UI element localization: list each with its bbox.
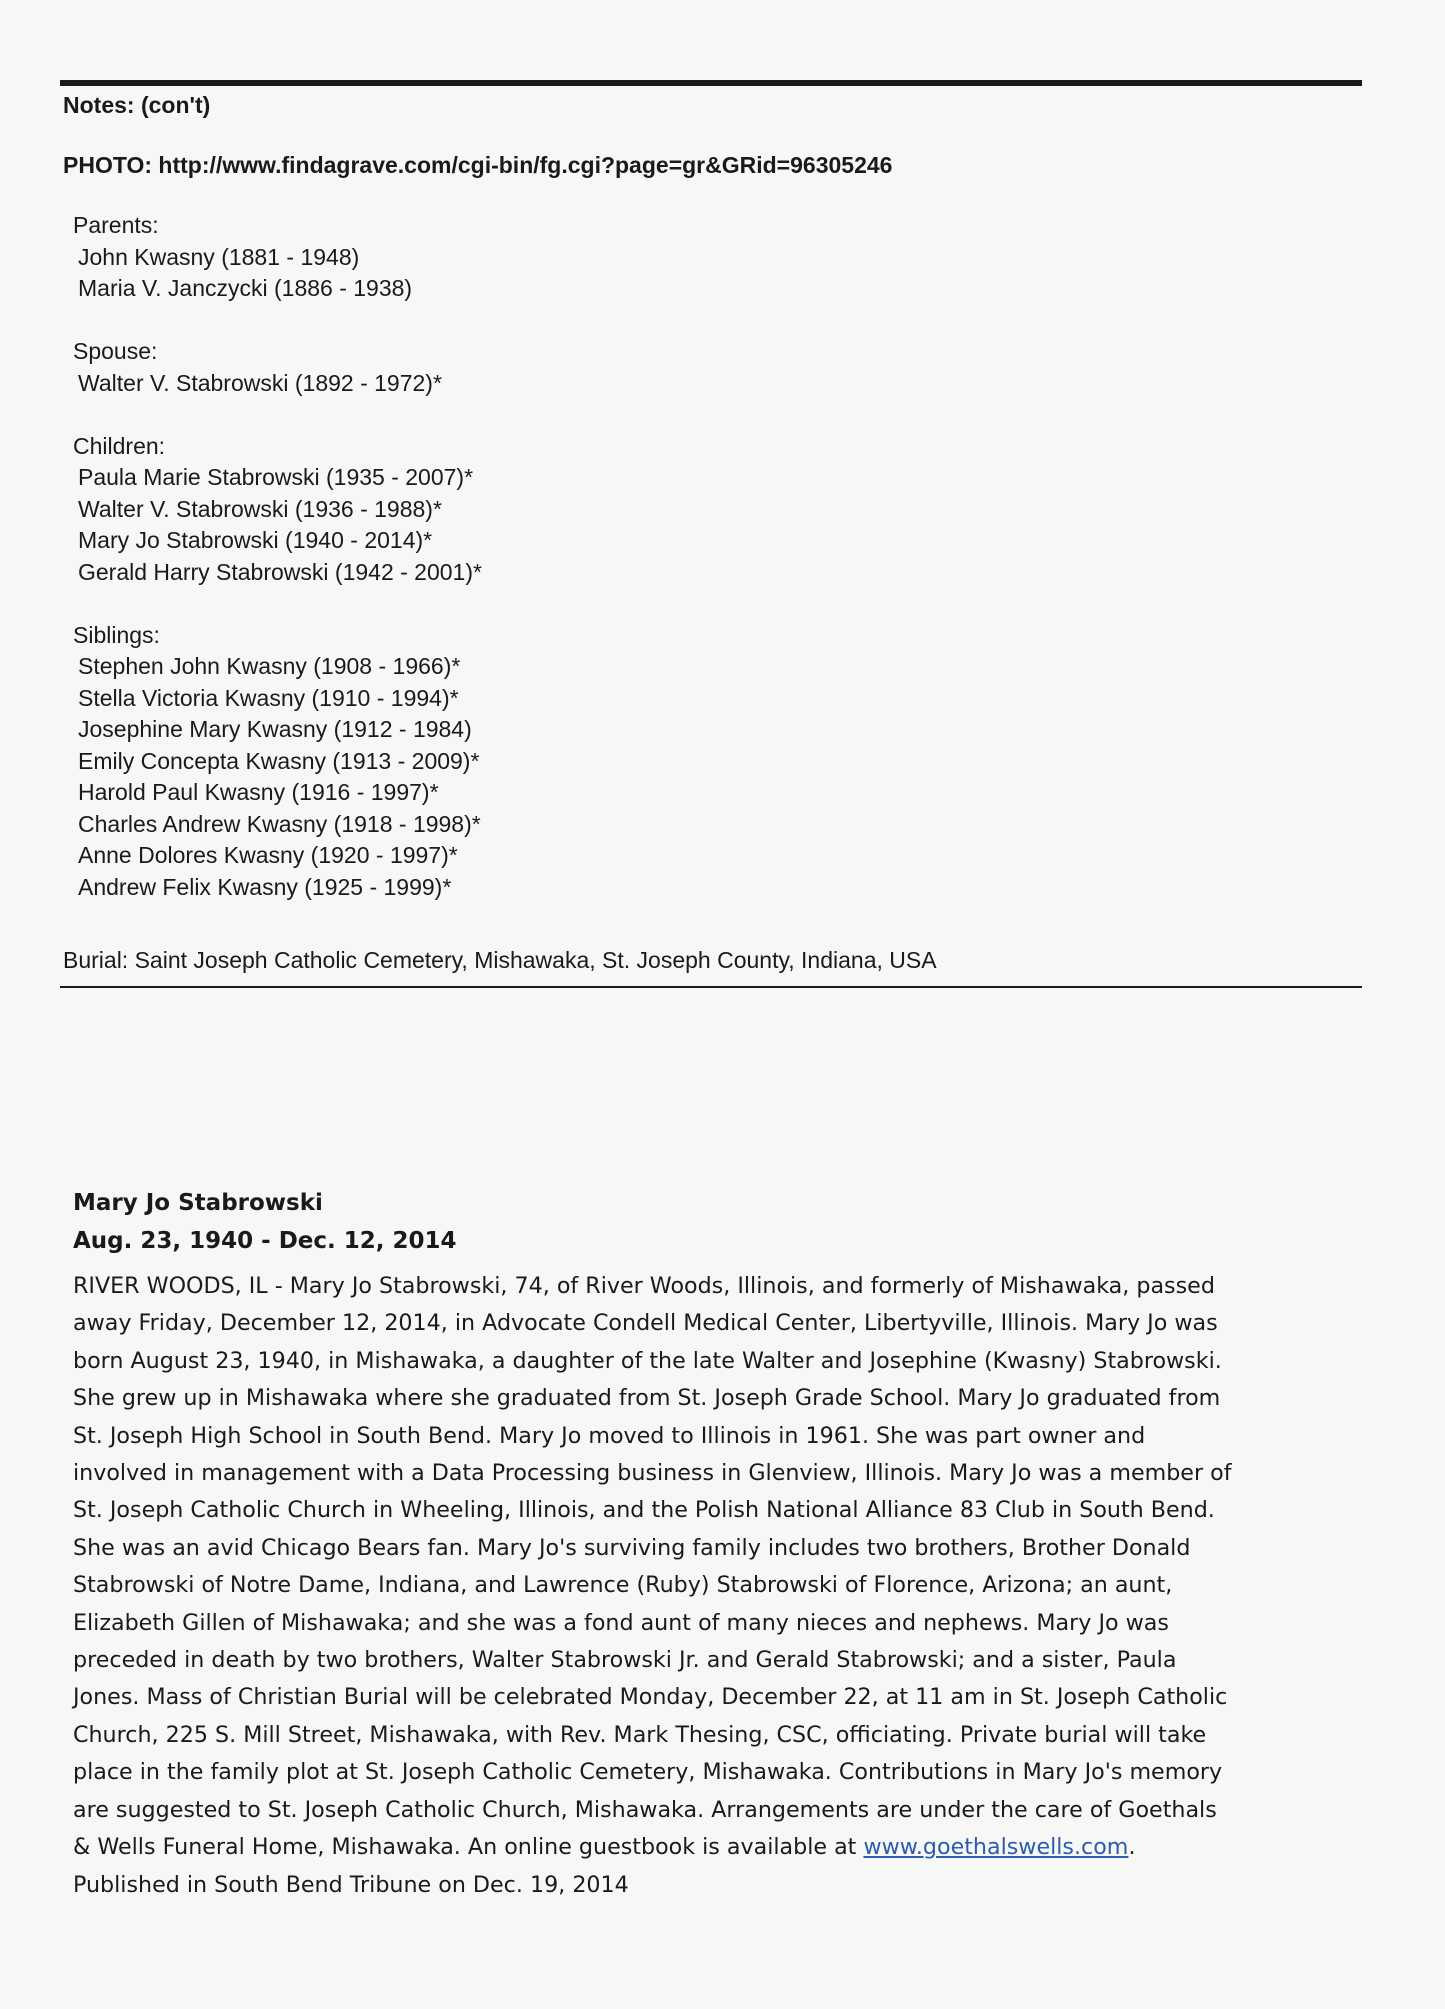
obituary-line: Jones. Mass of Christian Burial will be celebrated Monday, December 22, at 11 am in St. Joseph Catholic <box>73 1684 1228 1711</box>
obituary-line: born August 23, 1940, in Mishawaka, a daughter of the late Walter and Josephine (Kwasny) Stabrowski. <box>73 1347 1222 1374</box>
obituary-dates: Aug. 23, 1940 - Dec. 12, 2014 <box>73 1228 457 1254</box>
obituary-line: She was an avid Chicago Bears fan. Mary Jo's surviving family includes two brothers, Brother Donald <box>73 1534 1191 1561</box>
sibling-entry: Stephen John Kwasny (1908 - 1966)* <box>78 653 461 679</box>
obituary-line: preceded in death by two brothers, Walter Stabrowski Jr. and Gerald Stabrowski; and a sister, Paula <box>73 1647 1177 1674</box>
obituary-last-line-end: . <box>1128 1834 1136 1861</box>
sibling-entry: Harold Paul Kwasny (1916 - 1997)* <box>78 779 439 805</box>
children-label: Children: <box>73 432 166 459</box>
child-entry: Walter V. Stabrowski (1936 - 1988)* <box>78 495 442 522</box>
child-entry: Paula Marie Stabrowski (1935 - 2007)* <box>78 464 474 490</box>
obituary-line: are suggested to St. Joseph Catholic Church, Mishawaka. Arrangements are under the care of Goethals <box>73 1796 1217 1823</box>
burial-line: Burial: Saint Joseph Catholic Cemetery, Mishawaka, St. Joseph County, Indiana, USA <box>63 947 937 973</box>
obituary-body <box>73 1268 1368 1904</box>
child-entry: Gerald Harry Stabrowski (1942 - 2001)* <box>78 558 482 585</box>
published-line: Published in South Bend Tribune on Dec. 19, 2014 <box>73 1871 629 1898</box>
obituary-line: She grew up in Mishawaka where she graduated from St. Joseph Grade School. Mary Jo graduated from <box>73 1385 1221 1412</box>
sibling-entry: Emily Concepta Kwasny (1913 - 2009)* <box>78 747 480 774</box>
parent-entry: Maria V. Janczycki (1886 - 1938) <box>78 275 413 301</box>
guestbook-link[interactable]: www.goethalswells.com <box>863 1834 1129 1861</box>
obituary-line: Elizabeth Gillen of Mishawaka; and she was a fond aunt of many nieces and nephews. Mary Jo was <box>73 1609 1169 1636</box>
parent-entry: John Kwasny (1881 - 1948) <box>78 243 360 270</box>
section-divider <box>60 986 1362 988</box>
spouse-entry: Walter V. Stabrowski (1892 - 1972)* <box>78 369 442 396</box>
sibling-entry: Andrew Felix Kwasny (1925 - 1999)* <box>78 873 452 900</box>
siblings-group <box>73 620 482 904</box>
obituary-line: away Friday, December 12, 2014, in Advocate Condell Medical Center, Libertyville, Illinois. Mary Jo was <box>73 1310 1218 1337</box>
obituary-last-line-text: & Wells Funeral Home, Mishawaka. An online guestbook is available at <box>73 1834 864 1861</box>
obituary-line: RIVER WOODS, IL - Mary Jo Stabrowski, 74, of River Woods, Illinois, and formerly of Mishawaka, passed <box>73 1273 1215 1299</box>
siblings-label: Siblings: <box>73 621 160 648</box>
obituary-line: Church, 225 S. Mill Street, Mishawaka, with Rev. Mark Thesing, CSC, officiating. Private burial will take <box>73 1721 1207 1748</box>
parents-label: Parents: <box>73 212 159 238</box>
parents-group <box>73 210 482 305</box>
obituary-last-line <box>73 1829 1368 1866</box>
spouse-label: Spouse: <box>73 338 158 364</box>
child-entry: Mary Jo Stabrowski (1940 - 2014)* <box>78 527 433 553</box>
spouse-group <box>73 336 482 399</box>
sibling-entry: Charles Andrew Kwasny (1918 - 1998)* <box>78 810 481 837</box>
obituary-line: Stabrowski of Notre Dame, Indiana, and Lawrence (Ruby) Stabrowski of Florence, Arizona; an aunt, <box>73 1572 1173 1599</box>
family-listing <box>73 210 482 935</box>
obituary-name: Mary Jo Stabrowski <box>73 1190 323 1216</box>
sibling-entry: Josephine Mary Kwasny (1912 - 1984) <box>78 716 472 742</box>
obituary-line: place in the family plot at St. Joseph Catholic Cemetery, Mishawaka. Contributions in Mary Jo's memory <box>73 1759 1223 1786</box>
obituary-line: involved in management with a Data Processing business in Glenview, Illinois. Mary Jo was a member of <box>73 1460 1232 1487</box>
sibling-entry: Stella Victoria Kwasny (1910 - 1994)* <box>78 684 459 711</box>
obituary-line: St. Joseph Catholic Church in Wheeling, Illinois, and the Polish National Alliance 83 Club in South Bend. <box>73 1497 1215 1524</box>
children-group <box>73 431 482 589</box>
obituary-line: St. Joseph High School in South Bend. Mary Jo moved to Illinois in 1961. She was part owner and <box>73 1422 1146 1449</box>
sibling-entry: Anne Dolores Kwasny (1920 - 1997)* <box>78 842 458 868</box>
top-divider <box>60 80 1362 86</box>
photo-url-line: PHOTO: http://www.findagrave.com/cgi-bin/fg.cgi?page=gr&GRid=96305246 <box>63 152 893 178</box>
notes-header: Notes: (con't) <box>63 92 211 118</box>
